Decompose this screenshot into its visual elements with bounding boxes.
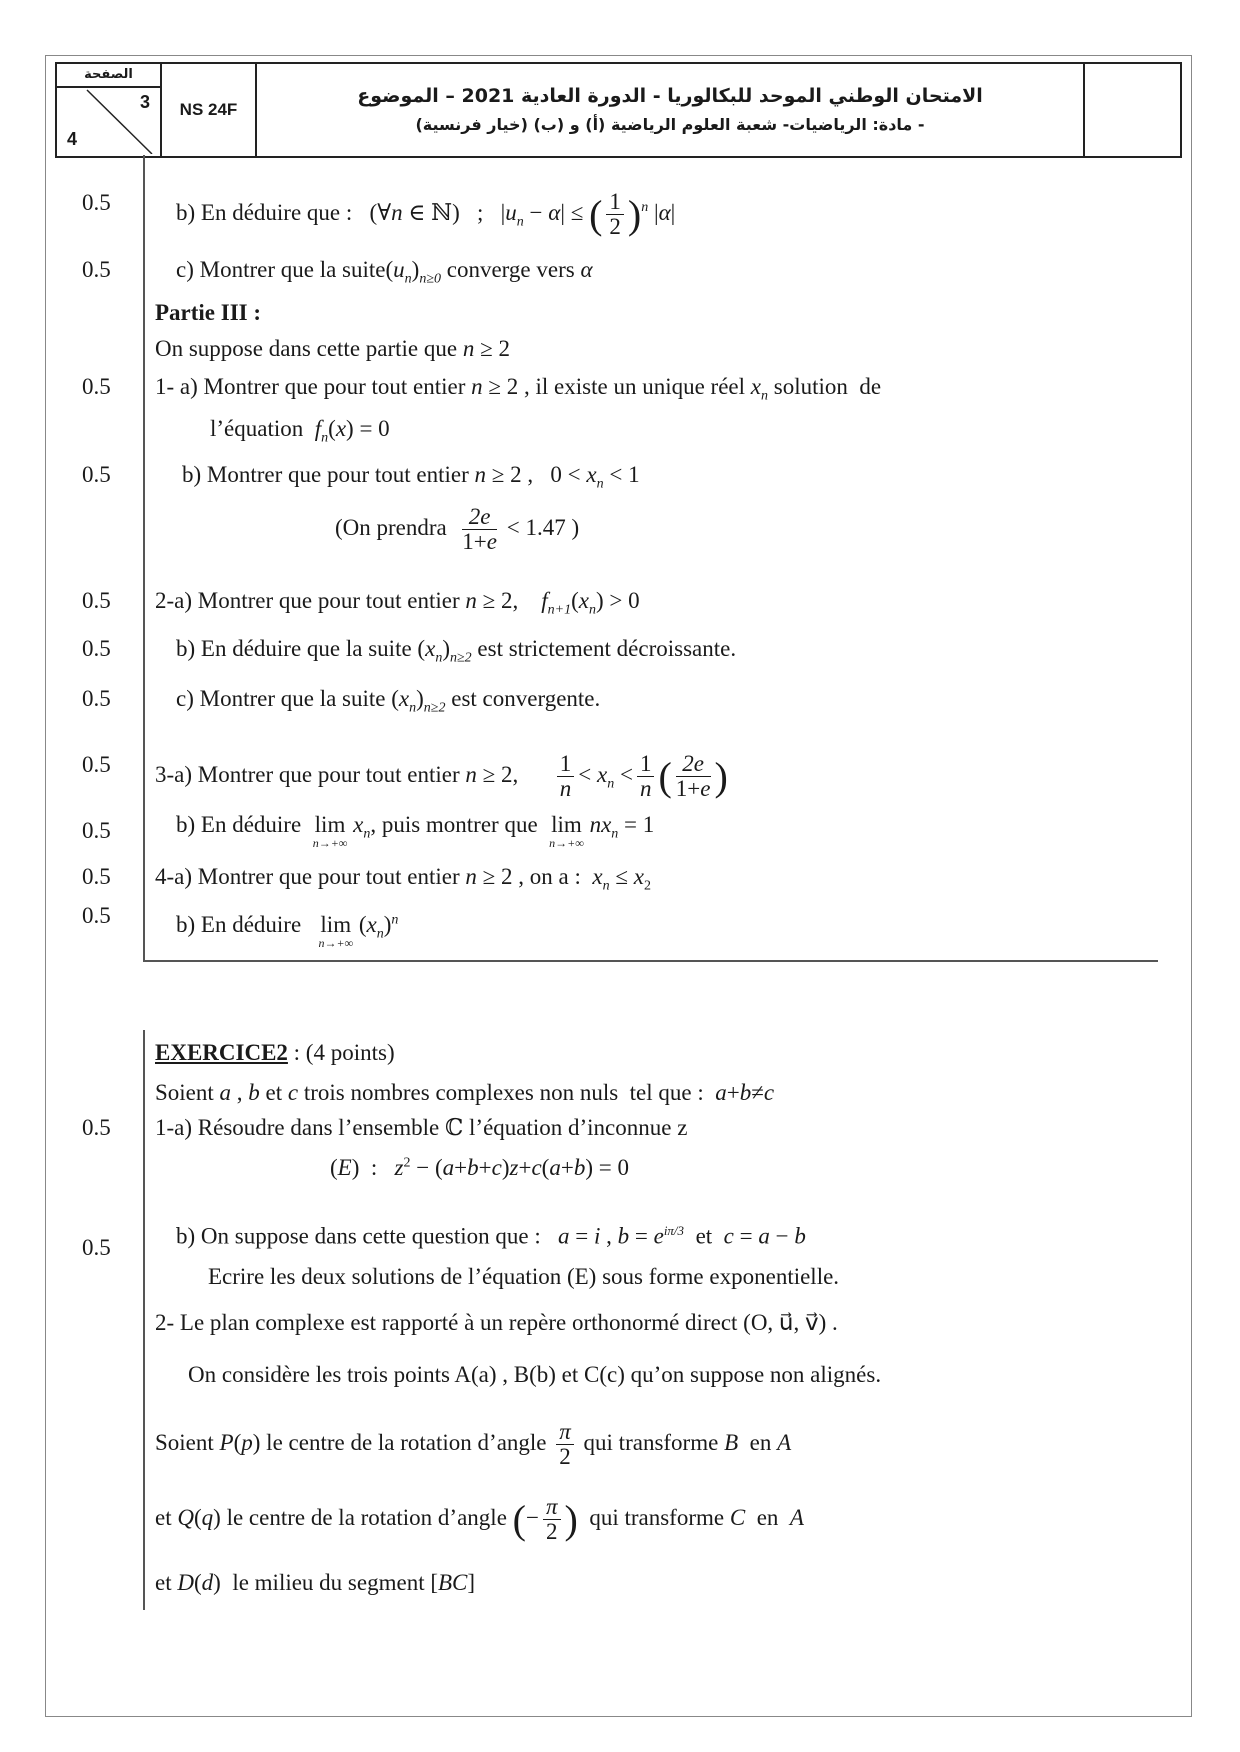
points: 0.5 (82, 903, 111, 928)
points: 0.5 (82, 462, 111, 487)
question-3-3b: b) En déduire lim n→+∞ $x_n$, puis montrer que lim n→+∞ $nx_n = 1$ (176, 812, 655, 850)
points: 0.5 (82, 752, 111, 777)
question-3-2a: 2-a) Montrer que pour tout entier n ≥ 2, $f_{n+1}(x_n) > 0$ (155, 588, 640, 618)
points: 0.5 (82, 588, 111, 613)
question-text: b) En déduire que : (176, 199, 353, 225)
question-text-2: converge vers (446, 257, 575, 282)
intro-text: On suppose dans cette partie que (155, 336, 458, 361)
question-3-4a: 4-a) Montrer que pour tout entier n ≥ 2 , on a : $x_n \le x_2$ (155, 864, 651, 894)
exam-title (257, 64, 1085, 156)
question-ex2-2-points: On considère les trois points A(a) , B(b) et C(c) qu’on suppose non alignés. (188, 1362, 882, 1387)
part-title-text: Partie III (155, 300, 248, 325)
question-text: c) Montrer que la suite (176, 257, 386, 282)
points: 0.5 (82, 257, 111, 282)
question-3-1a-cont: l’équation $f_n(x) = 0$ (210, 416, 390, 446)
page-number-cell (57, 64, 162, 156)
exam-code: NS 24F (162, 64, 257, 156)
equation-E: (E) : $z^2 - (a+b+c)z+c(a+b) = 0$ (330, 1155, 629, 1180)
points: 0.5 (82, 374, 111, 399)
question-ex2-1b-cont: Ecrire les deux solutions de l’équation (E) sous forme exponentielle. (208, 1264, 840, 1289)
question-3-3a: 3-a) Montrer que pour tout entier n ≥ 2, $\frac{1}{n}$ < $x_n$ < $\frac{1}{n}$ ( $\frac{2e}{1+e}$ ) (155, 751, 728, 801)
exercise2-title (155, 1040, 395, 1066)
blank-cell (1085, 64, 1180, 156)
part3-title: Partie III : (155, 300, 262, 325)
question-3-1b-hint: (On prendra $\frac{2e}{1+e}$ < 1.47 ) (335, 504, 580, 554)
section-divider (143, 960, 1158, 962)
margin-line-part3 (143, 155, 145, 960)
points: 0.5 (82, 1115, 111, 1140)
question-ex2-2: 2- Le plan complexe est rapporté à un repère orthonormé direct (O, u⃗, v⃗) . (155, 1310, 838, 1335)
margin-line-ex2 (143, 1030, 145, 1610)
question-ex2-2-rotation-P: Soient P(p) le centre de la rotation d’angle $\frac{\pi}{2}$ qui transforme B en A (155, 1419, 792, 1469)
title-line-1: الامتحان الوطني الموحد للبكالوريا - الدورة العادية 2021 – الموضوع (357, 85, 983, 107)
question-3-2c: c) Montrer que la suite $(x_n)_{n\ge 2}$ est convergente. (176, 686, 601, 716)
points: 0.5 (82, 636, 111, 661)
alpha-symbol: α (580, 257, 593, 282)
exercise-title-text: EXERCICE2 (155, 1040, 288, 1065)
points: 0.5 (82, 864, 111, 889)
points: 0.5 (82, 818, 111, 843)
title-line-2: - مادة: الرياضيات- شعبة العلوم الرياضية (أ) و (ب) (خيار فرنسية) (415, 115, 925, 134)
points: 0.5 (82, 190, 111, 215)
question-ex2-1b: b) On suppose dans cette question que : a = i , $b = e^{i\pi/3}$ et c = a − b (176, 1223, 806, 1249)
question-ex2-1a: 1-a) Résoudre dans l’ensemble ℂ l’équation d’inconnue z (155, 1115, 688, 1140)
points: 0.5 (82, 686, 111, 711)
page-label: الصفحة (57, 64, 160, 88)
question-2c: c) Montrer que la $suite(u_n)_{n\ge 0}$ converge vers α (176, 257, 593, 287)
page-total: 4 (67, 129, 78, 149)
question-2b: b) En déduire que : (∀n ∈ ℕ) ; $|u_n - \alpha|$ ≤ ( $\frac{1}{2}$ )$^n$ |α| (176, 189, 676, 239)
question-3-2b: b) En déduire que la suite $(x_n)_{n\ge 2}$ est strictement décroissante. (176, 636, 737, 666)
part3-intro: On suppose dans cette partie que n ≥ 2 (155, 336, 510, 361)
question-ex2-2-rotation-Q: et Q(q) le centre de la rotation d’angle (− $\frac{\pi}{2}$ ) qui transforme C en A (155, 1494, 804, 1544)
exam-header (55, 62, 1182, 158)
points: 0.5 (82, 1235, 111, 1260)
page-current: 3 (139, 92, 150, 112)
exercise-points: : (4 points) (293, 1040, 395, 1065)
question-3-4b: b) En déduire lim n→+∞ $(x_n)^n$ (176, 912, 399, 950)
question-3-1a: 1- a) Montrer que pour tout entier n ≥ 2 , il existe un unique réel $x_n$ solution de (155, 374, 882, 404)
question-ex2-2-midpoint: et D(d) le milieu du segment [BC] (155, 1570, 476, 1595)
question-3-1b: b) Montrer que pour tout entier n ≥ 2 , $0 < x_n < 1$ (182, 462, 640, 492)
exercise2-intro: Soient a , b et c trois nombres complexes non nuls tel que : a+b≠c (155, 1080, 775, 1105)
